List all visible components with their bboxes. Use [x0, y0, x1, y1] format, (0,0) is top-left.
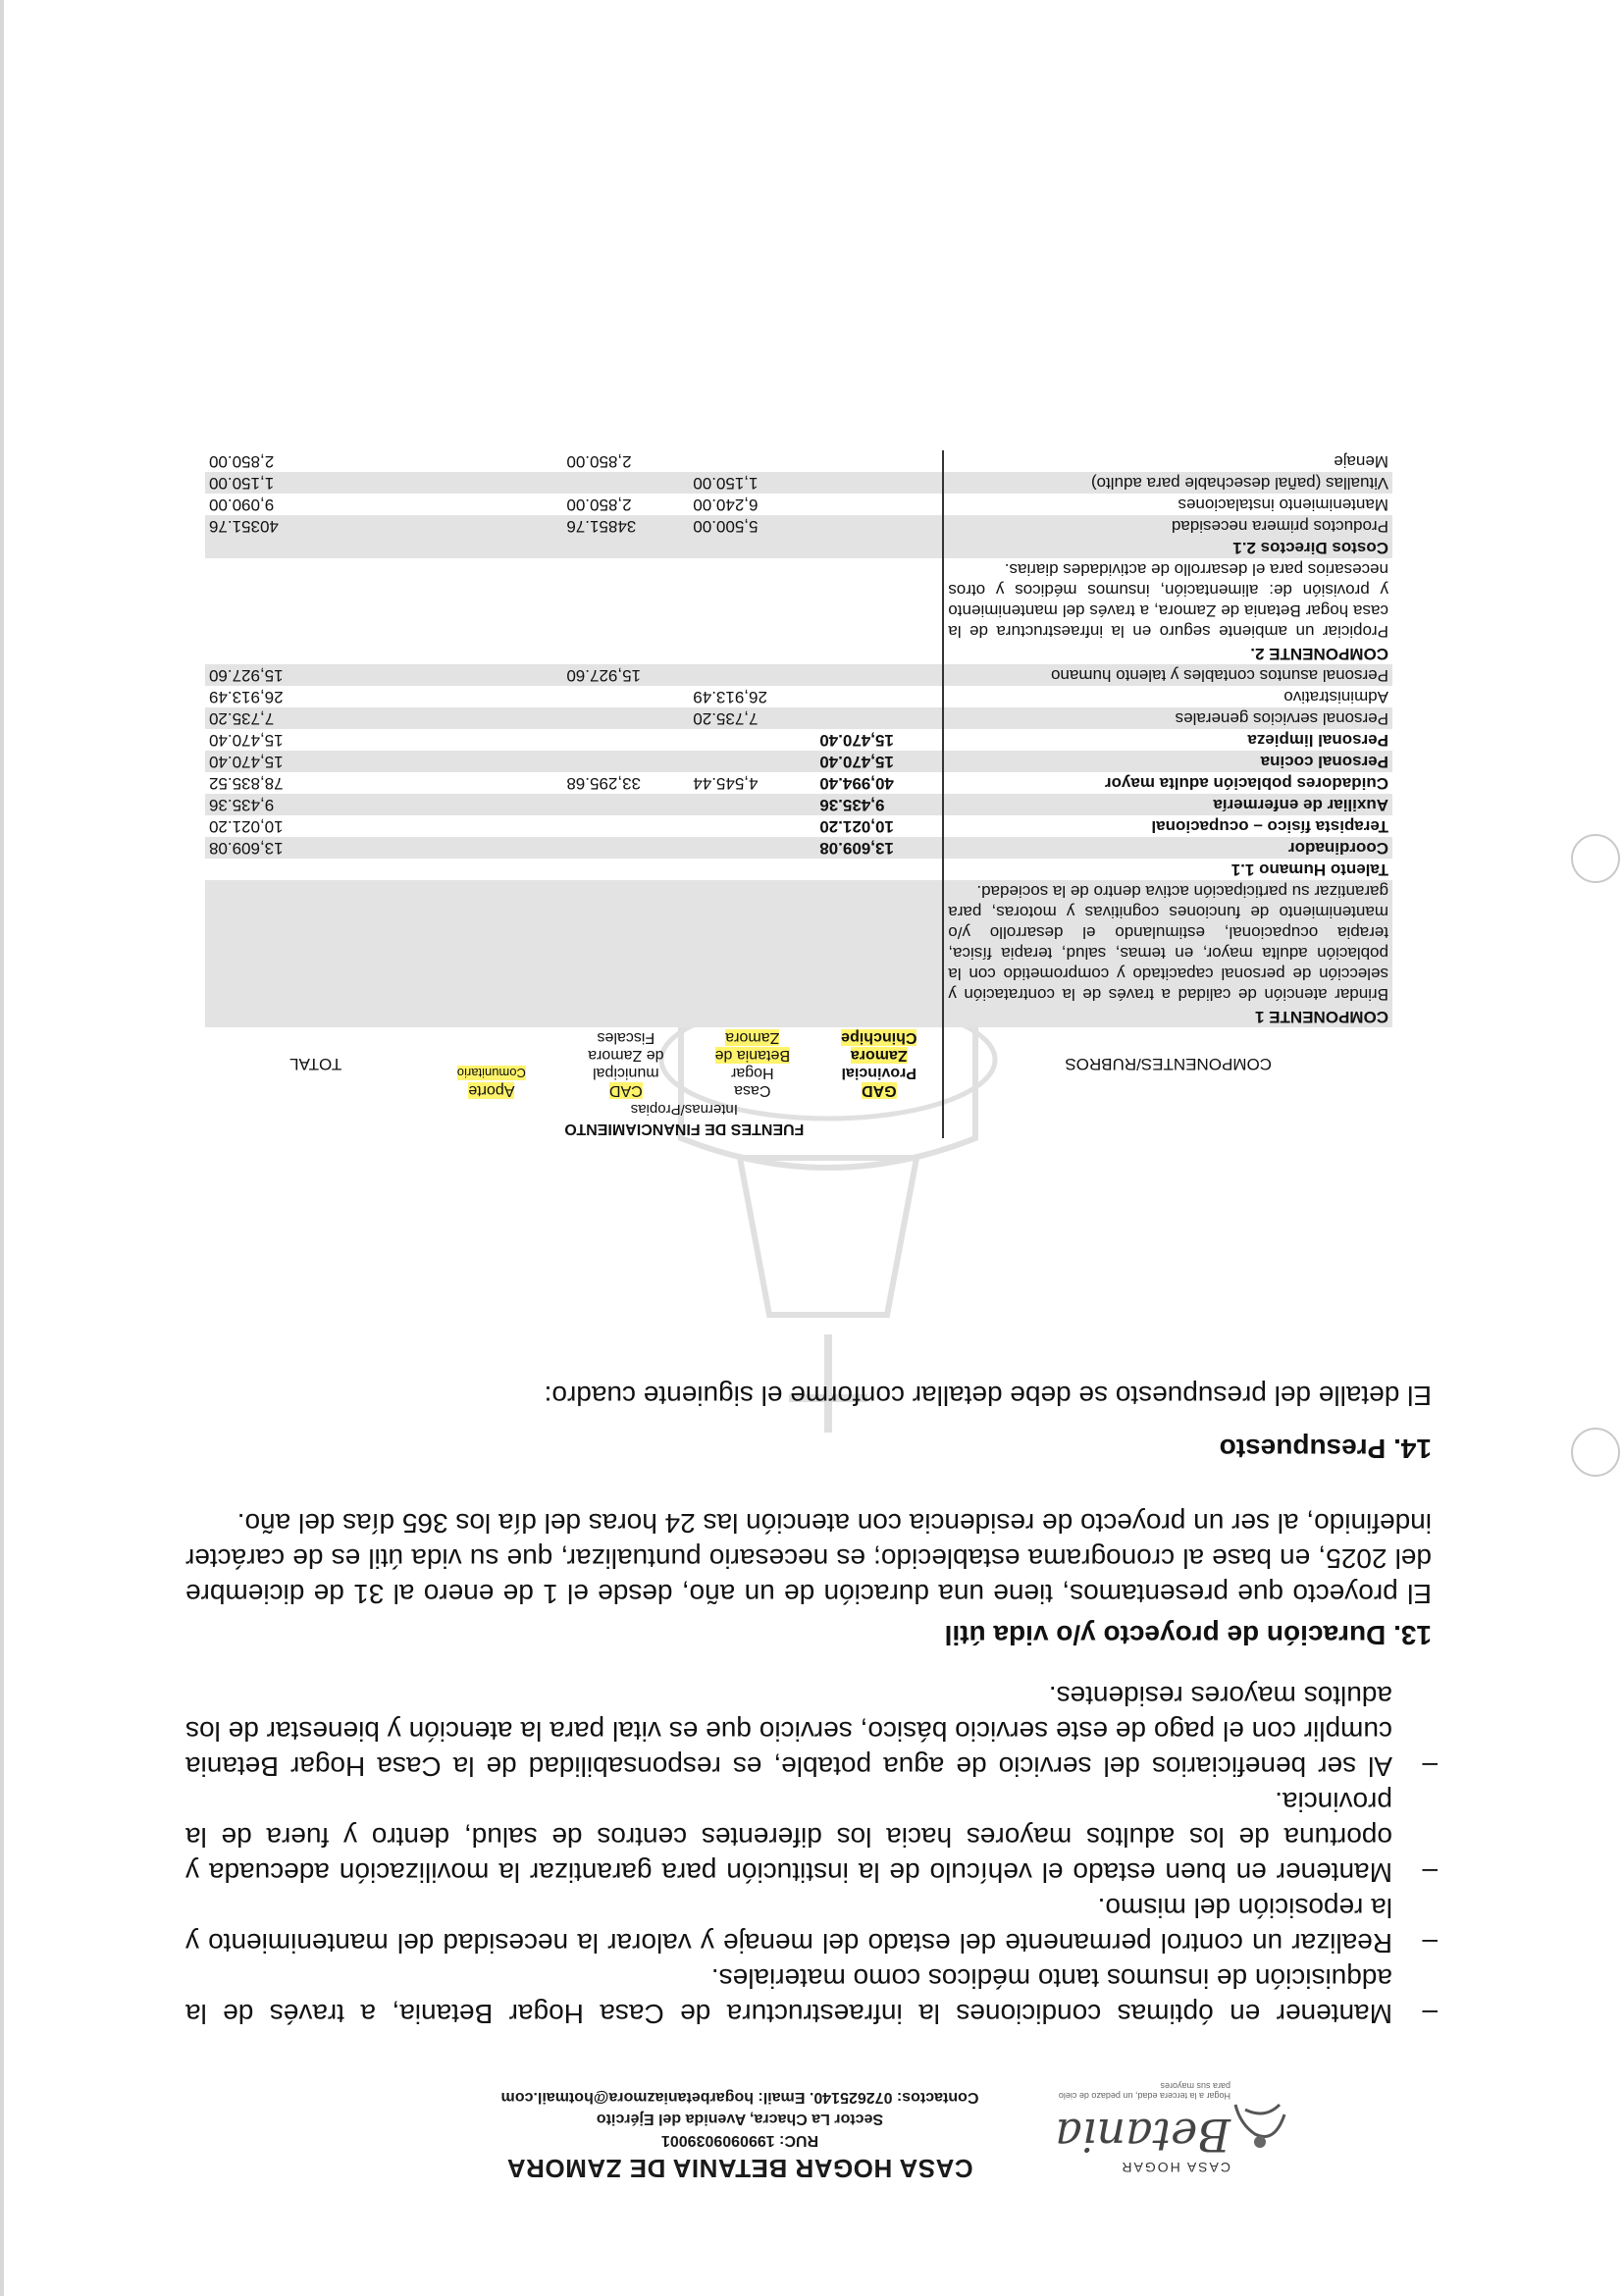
value-gad-municipal: 33,295.68 [566, 774, 642, 793]
bullet-item: – Realizar un control permanente del estado del menaje y valorar la necesidad del mantenimiento y la reposición del mismo. [185, 1893, 1438, 1958]
value-gad-provincial: 40,994.40 [819, 774, 894, 793]
value-total: 15,470.40 [205, 751, 426, 772]
value-total: 78,835.52 [209, 774, 284, 793]
value-casa-hogar: 4,545.44 [693, 774, 759, 793]
component-2-title: COMPONENTE 2. [943, 643, 1392, 664]
bullet-text: Mantener en buen estado el vehículo de la institución para garantizar la movilización adecuada y oportuna de los adultos mayores hacia los diferentes centros de salud, dentro y fuera de la provincia. [185, 1787, 1392, 1888]
row-label: Menaje [943, 450, 1392, 472]
value-gad-municipal [562, 686, 689, 707]
bullet-text: Mantener en óptimas condiciones la infraestructura de Casa Hogar Betania, a través de la adquisición de insumos tanto médicos como materiales. [185, 1963, 1392, 2029]
talento-title-row [205, 859, 1392, 880]
row-label: Personal servicios generales [943, 707, 1392, 729]
value-gad-municipal [562, 751, 689, 772]
bullet-text: Al ser beneficiarios del servicio de agua potable, es responsabilidad de la Casa Hogar Betania cumplir con el pago de este servicio básico, servicio que es vital para la atención y bienestar de los adultos mayores residentes. [185, 1681, 1392, 1782]
value-community [426, 472, 562, 494]
value-total: 7,735.20 [205, 707, 426, 729]
bullet-item: – Mantener en óptimas condiciones la infraestructura de Casa Hogar Betania, a través de la adquisición de insumos tanto médicos como materiales. [185, 1963, 1438, 2029]
row-label: Vituallas (pañal desechable para adulto) [943, 472, 1392, 494]
value-casa-hogar [689, 794, 815, 815]
bullet-text: Realizar un control permanente del estado del menaje y valorar la necesidad del mantenimiento y la reposición del mismo. [185, 1893, 1392, 1958]
value-gad-municipal [562, 729, 689, 751]
table-row [205, 494, 1392, 515]
component-1-title: COMPONENTE 1 [943, 1006, 1392, 1027]
value-community [426, 707, 562, 729]
value-community [426, 664, 562, 686]
value-community [426, 494, 562, 515]
component-1-description: Brindar atención de calidad a través de la contratación y selección de personal capacitado y comprometido con la población adulta mayor, en temas, salud, terapia física, terapia ocupacional, estimulando el desarrollo y/o mantenimiento de funciones cognitivas y motoras, para garantizar su participación activa dentro de la sociedad. [943, 880, 1392, 1006]
letterhead-text [445, 2088, 1034, 2183]
row-label: Administrativo [943, 686, 1392, 707]
value-casa-hogar [689, 664, 815, 686]
address-line: Sector La Chacra, Avenida del Ejército [596, 2111, 884, 2127]
value-gad-municipal [562, 837, 689, 859]
letterhead [298, 2056, 1329, 2183]
table-row [205, 472, 1392, 494]
logo-caption: CASA HOGAR [1120, 2160, 1230, 2175]
source-header-row [205, 1027, 1392, 1100]
table-row [205, 515, 1392, 537]
value-community [426, 794, 562, 815]
table-row [205, 729, 1392, 751]
value-total: 2,850.00 [209, 452, 275, 471]
value-gad-provincial: 10,021.20 [819, 817, 894, 836]
total-column-header: TOTAL [289, 1055, 342, 1073]
bullet-item: – Mantener en buen estado el vehículo de la institución para garantizar la movilización adecuada y oportuna de los adultos mayores hacia los diferentes centros de salud, dentro y fuera de la provincia. [185, 1787, 1438, 1888]
section-13-heading: 13. Duración de proyecto y/o vida útil [944, 1620, 1432, 1650]
row-label: Cuidadores población adulta mayor [943, 772, 1392, 794]
row-label: Personal asuntos contables y talento humano [943, 664, 1392, 686]
component-2-title-row [205, 643, 1392, 664]
components-column-header: COMPONENTES/RUBROS [943, 1027, 1392, 1100]
row-label: Terapista físico – ocupacional [943, 815, 1392, 837]
value-casa-hogar [689, 751, 815, 772]
talento-title: Talento Humano 1.1 [943, 859, 1392, 880]
value-total: 15,470.40 [209, 731, 284, 750]
contact-line: Contactos: 072625140. Email: hogarbetaniazmora@hotmail.com [500, 2089, 979, 2106]
value-gad-municipal [562, 472, 689, 494]
value-total: 15,927.60 [205, 664, 426, 686]
value-total: 10,021.20 [209, 817, 284, 836]
value-casa-hogar: 1,150.00 [689, 472, 815, 494]
value-gad-provincial [815, 515, 943, 537]
component-1-title-row [205, 1006, 1392, 1027]
table-row [205, 664, 1392, 686]
value-casa-hogar: 6,240.00 [693, 496, 759, 514]
financing-header: FUENTES DE FINANCIAMIENTO [564, 1121, 805, 1137]
value-casa-hogar [689, 837, 815, 859]
value-community [426, 837, 562, 859]
value-community [426, 515, 562, 537]
value-total: 1,150.00 [205, 472, 426, 494]
row-label: Mantenimiento instalaciones [943, 494, 1392, 515]
component-2-description: Propiciar un ambiente seguro en la infraestructura de la casa hogar Betania de Zamora, a través del mantenimiento y provisión de: alimentación, insumos médicos y otros necesarios para el desarrollo de actividades diarias. [943, 558, 1392, 643]
value-gad-provincial: 9,435.36 [815, 794, 943, 815]
budget-table [205, 450, 1392, 1138]
table-row [205, 837, 1392, 859]
value-total: 9,435.36 [205, 794, 426, 815]
table-header-row [205, 1119, 1392, 1138]
value-gad-provincial [815, 494, 943, 515]
hands-icon [1230, 2095, 1289, 2164]
value-gad-municipal [562, 794, 689, 815]
value-gad-provincial [815, 686, 943, 707]
punch-hole-bottom [1571, 834, 1620, 883]
value-community [426, 729, 562, 751]
value-casa-hogar [689, 450, 815, 472]
value-total: 13,609.08 [205, 837, 426, 859]
source-community: Aporte Comunitario [456, 1066, 526, 1099]
table-row [205, 794, 1392, 815]
section-14-heading: 14. Presupuesto [1219, 1434, 1432, 1464]
section-13-text: El proyecto que presentamos, tiene una duración de un año, desde el 1 de enero al 31 de diciembre del 2025, en base al cronograma establecido; es necesario puntualizar, que su vida útil es de carácter indefinido, al ser un proyecto de residencia con atención las 24 horas del día los 365 días del año. [185, 1508, 1432, 1609]
value-community [426, 772, 562, 794]
table-row [205, 815, 1392, 837]
value-community [426, 450, 562, 472]
value-community [426, 815, 562, 837]
table-row [205, 686, 1392, 707]
source-gad-municipal: CAD municipal de Zamora Fiscales [588, 1029, 664, 1099]
table-subheader-row [205, 1100, 1392, 1119]
value-casa-hogar [689, 815, 815, 837]
value-casa-hogar: 5,500.00 [689, 515, 815, 537]
value-total: 9,090.00 [209, 496, 275, 514]
value-gad-municipal [562, 815, 689, 837]
value-gad-municipal: 2,850.00 [566, 496, 632, 514]
value-gad-provincial [815, 450, 943, 472]
component-1-desc-row [205, 880, 1392, 1006]
row-label: Coordinador [943, 837, 1392, 859]
logo [1044, 2075, 1289, 2183]
row-label: Productos primera necesidad [943, 515, 1392, 537]
value-casa-hogar: 26,913.49 [693, 688, 767, 706]
value-gad-municipal: 2,850.00 [566, 452, 632, 471]
costos-rows [205, 450, 1392, 537]
value-gad-municipal: 15,927.60 [562, 664, 689, 686]
row-label: Personal cocina [943, 751, 1392, 772]
value-gad-municipal: 34851.76 [562, 515, 689, 537]
component-2-desc-row [205, 558, 1392, 643]
table-row [205, 751, 1392, 772]
logo-tagline: Hogar a la tercera edad, un pedazo de cielo para sus mayores [1058, 2081, 1230, 2101]
value-gad-provincial [815, 664, 943, 686]
costos-title: Costos Directos 2.1 [943, 537, 1392, 558]
talento-rows [205, 664, 1392, 859]
logo-script: Betania [1055, 2109, 1230, 2162]
row-label: Auxiliar de enfermería [943, 794, 1392, 815]
source-gad-provincial: GAD Provincial Zamora Chinchipe [841, 1029, 917, 1099]
value-gad-provincial: 15,470.40 [819, 731, 894, 750]
source-casa-hogar: Casa Hogar Betania de Zamora [714, 1029, 791, 1099]
value-gad-provincial [815, 707, 943, 729]
table-row [205, 772, 1392, 794]
value-total: 40351.76 [205, 515, 426, 537]
value-gad-provincial: 13,609.08 [815, 837, 943, 859]
value-casa-hogar [689, 729, 815, 751]
row-label: Personal limpieza [943, 729, 1392, 751]
document-body [185, 1378, 1438, 2031]
table-row [205, 450, 1392, 472]
bullet-item: – Al ser beneficiarios del servicio de agua potable, es responsabilidad de la Casa Hogar Betania cumplir con el pago de este servicio básico, servicio que es vital para la atención y bienestar de los adultos mayores residentes. [185, 1681, 1438, 1782]
organization-title: CASA HOGAR BETANIA DE ZAMORA [506, 2154, 973, 2183]
value-casa-hogar: 7,735.20 [689, 707, 815, 729]
section-14-text: El detalle del presupuesto se debe detallar conforme el siguiente cuadro: [544, 1381, 1432, 1411]
costos-title-row [205, 537, 1392, 558]
value-gad-municipal [562, 707, 689, 729]
ruc-line: RUC: 1990909039001 [660, 2132, 819, 2149]
value-community [426, 751, 562, 772]
value-community [426, 686, 562, 707]
punch-hole-top [1571, 1428, 1620, 1477]
table-row [205, 707, 1392, 729]
internal-sources-label: Internas/Propias [630, 1101, 738, 1118]
value-total: 26,913.49 [209, 688, 284, 706]
value-gad-provincial: 15,470.40 [815, 751, 943, 772]
value-gad-provincial [815, 472, 943, 494]
